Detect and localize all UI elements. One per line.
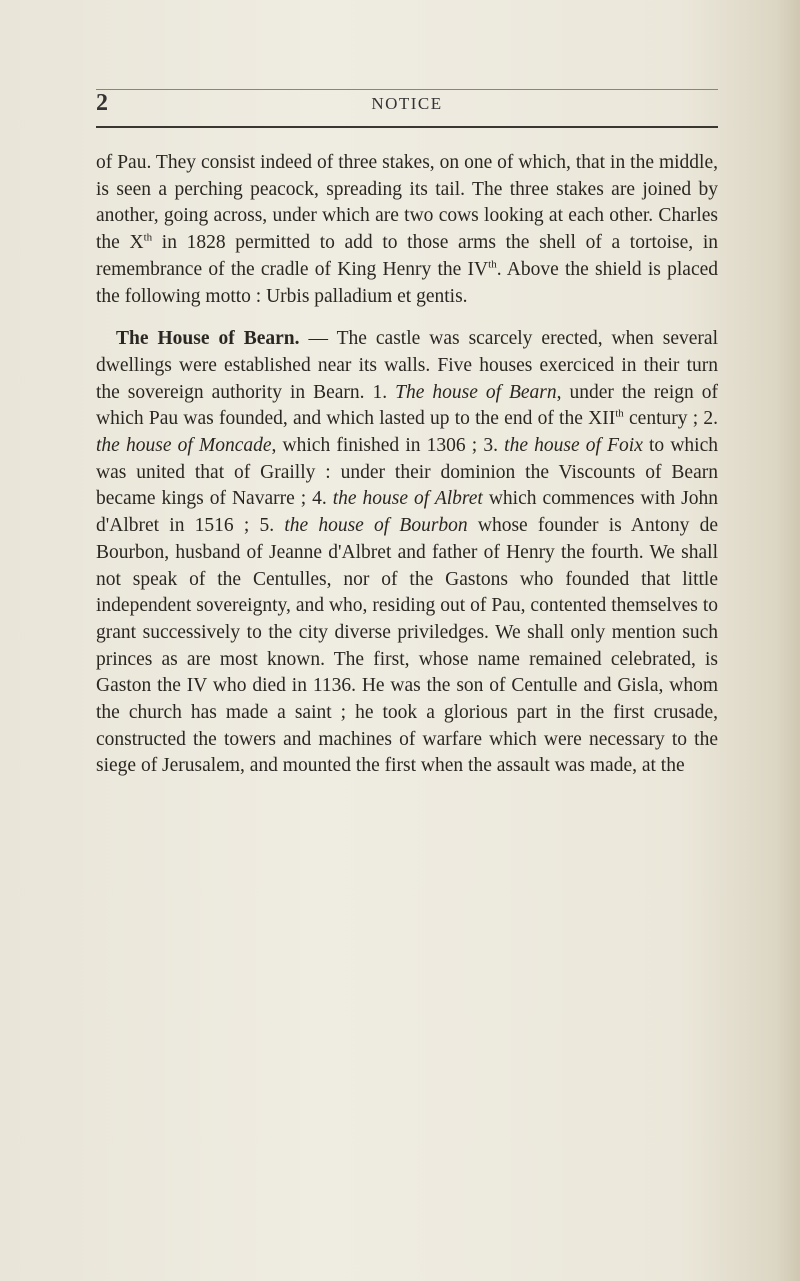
page-number: 2 <box>96 90 108 116</box>
text-run: whose founder is Antony de Bourbon, husband of Jeanne d'Albret and father of Henry the fourth. We shall not speak of the Centulles, nor of the Gastons who founded that little independent sovereignty, and who, residing out of Pau, contented themselves to grant successively to the city diverse priviledges. We shall only mention such princes as are most known. The first, whose name remained celebrated, is Gaston the IV who died in 1136. He was the son of Centulle and Gisla, whom the church has made a saint ; he took a glorious part in the first crusade, constructed the towers and machines of warfare which were necessary to the siege of Jerusalem, and mounted the first when the assault was made, at the <box>96 515 718 777</box>
text-run: in 1828 permitted to add to those arms the shell of a tortoise, in remembrance of the cradle of King Henry the IV <box>96 232 718 280</box>
text-run: which commences with John d'Albret in 1516 ; 5. <box>96 488 718 537</box>
text-run: , which finished in 1306 ; 3. <box>271 435 505 457</box>
running-head: NOTICE <box>371 94 443 113</box>
paragraph <box>96 150 718 310</box>
text-run: century ; 2. <box>623 408 718 430</box>
house-name: the house of Moncade <box>96 435 272 457</box>
superscript: th <box>488 258 497 271</box>
house-name: the house of Albret <box>332 488 483 510</box>
house-name: the house of Bourbon <box>284 515 468 537</box>
page-header <box>96 88 718 122</box>
text-run: , under the reign of which Pau was founded, and which lasted up to the end of the XII <box>96 381 718 430</box>
header-rule <box>96 126 718 128</box>
house-name: The house of Bearn <box>395 381 557 403</box>
text-run: . Above the shield is placed the following motto : Urbis palladium et gentis. <box>96 258 719 307</box>
section-heading: The House of Bearn. <box>116 328 300 350</box>
text-run: to which was united that of Grailly : under their dominion the Viscounts of Bearn became kings of Navarre ; 4. <box>96 435 718 510</box>
text-run: of Pau. They consist indeed of three stakes, on one of which, that in the middle, is seen a perching peacock, spreading its tail. The three stakes are joined by another, going across, under which are two cows looking at each other. Charles the X <box>96 152 718 254</box>
superscript: th <box>143 231 153 244</box>
house-name: the house of Foix <box>504 435 643 457</box>
superscript: th <box>615 407 624 420</box>
text-run: — The castle was scarcely erected, when several dwellings were established near its walls. Five houses exerciced in their turn the sovereign authority in Bearn. 1. <box>96 328 718 403</box>
paragraph <box>96 326 718 780</box>
body-text <box>96 150 718 780</box>
